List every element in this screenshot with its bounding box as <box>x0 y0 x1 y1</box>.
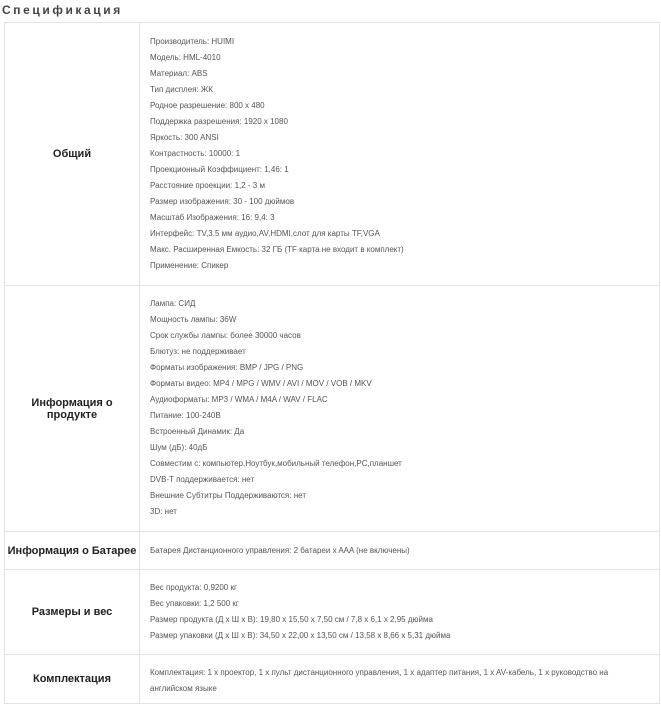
spec-category-label: Комплектация <box>5 655 140 704</box>
spec-values <box>140 655 660 704</box>
spec-line: Контрастность: 10000: 1 <box>150 149 241 158</box>
spec-line: Форматы видео: MP4 / MPG / WMV / AVI / MOV / VOB / MKV <box>150 379 372 388</box>
spec-row-product-info <box>5 286 660 532</box>
spec-line: Макс. Расширенная Емкость: 32 ГБ (TF карта не входит в комплект) <box>150 245 404 254</box>
spec-line: Форматы изображения: BMP / JPG / PNG <box>150 363 304 372</box>
spec-row-package-contents <box>5 655 660 704</box>
spec-row-dimensions <box>5 570 660 655</box>
spec-line: Лампа: СИД <box>150 299 196 308</box>
spec-line: Аудиоформаты: MP3 / WMA / M4A / WAV / FLAC <box>150 395 328 404</box>
spec-line: Срок службы лампы: более 30000 часов <box>150 331 301 340</box>
spec-line: 3D: нет <box>150 507 177 516</box>
spec-line: Батарея Дистанционного управления: 2 батареи x AAA (не включены) <box>150 545 410 555</box>
spec-line: DVB-T поддерживается: нет <box>150 475 255 484</box>
section-title: Спецификация <box>2 3 123 17</box>
spec-line: Интерфейс: TV,3.5 мм аудио,AV,HDMI,слот для карты TF,VGA <box>150 229 380 238</box>
spec-line: Размер упаковки (Д x Ш x В): 34,50 x 22,00 x 13,50 см / 13,58 x 8,66 x 5,31 дюйма <box>150 631 451 640</box>
spec-line: Производитель: HUIMI <box>150 37 235 46</box>
spec-line: Вес упаковки: 1,2 500 кг <box>150 599 239 608</box>
spec-line: Размер изображения: 30 - 100 дюймов <box>150 197 295 206</box>
spec-line: Совместим с: компьютер,Ноутбук,мобильный телефон,PC,планшет <box>150 459 402 468</box>
spec-row-general <box>5 23 660 286</box>
spec-category-label: Общий <box>5 23 140 286</box>
spec-row-battery <box>5 532 660 570</box>
spec-line: Блютуз: не поддерживает <box>150 347 246 356</box>
spec-line: Модель: HML-4010 <box>150 53 221 62</box>
spec-line: Встроенный Динамик: Да <box>150 427 245 436</box>
spec-table <box>4 22 660 704</box>
spec-category-label: Информация о продукте <box>5 286 140 532</box>
spec-line: Вес продукта: 0,9200 кг <box>150 583 237 592</box>
spec-line: Применение: Спикер <box>150 261 229 270</box>
spec-values <box>140 532 660 570</box>
spec-line: Родное разрешение: 800 x 480 <box>150 101 265 110</box>
spec-line: Тип дисплея: ЖК <box>150 85 213 94</box>
spec-line: Яркость: 300 ANSI <box>150 133 219 142</box>
spec-line: Расстояние проекции: 1,2 - 3 м <box>150 181 265 190</box>
spec-line: Проекционный Коэффициент: 1,46: 1 <box>150 165 289 174</box>
spec-line: Шум (дБ): 40дБ <box>150 443 208 452</box>
spec-line: Внешние Субтитры Поддерживаются: нет <box>150 491 306 500</box>
spec-line: Размер продукта (Д x Ш x В): 19,80 x 15,50 x 7,50 см / 7,8 x 6,1 x 2,95 дюйма <box>150 615 433 624</box>
spec-line: Питание: 100-240В <box>150 411 221 420</box>
spec-category-label: Информация о Батарее <box>5 532 140 570</box>
spec-category-label: Размеры и вес <box>5 570 140 655</box>
spec-line: Поддержка разрешения: 1920 x 1080 <box>150 117 288 126</box>
spec-values <box>140 570 660 655</box>
spec-line: Масштаб Изображения: 16: 9,4: 3 <box>150 213 275 222</box>
spec-line: Мощность лампы: 36W <box>150 315 237 324</box>
spec-line: Материал: ABS <box>150 69 208 78</box>
spec-line: Комплектация: 1 x проектор, 1 x пульт дистанционного управления, 1 x адаптер питания, 1 x AV-кабель, 1 x руководство на английском языке <box>150 668 609 693</box>
spec-values <box>140 23 660 286</box>
spec-values <box>140 286 660 532</box>
